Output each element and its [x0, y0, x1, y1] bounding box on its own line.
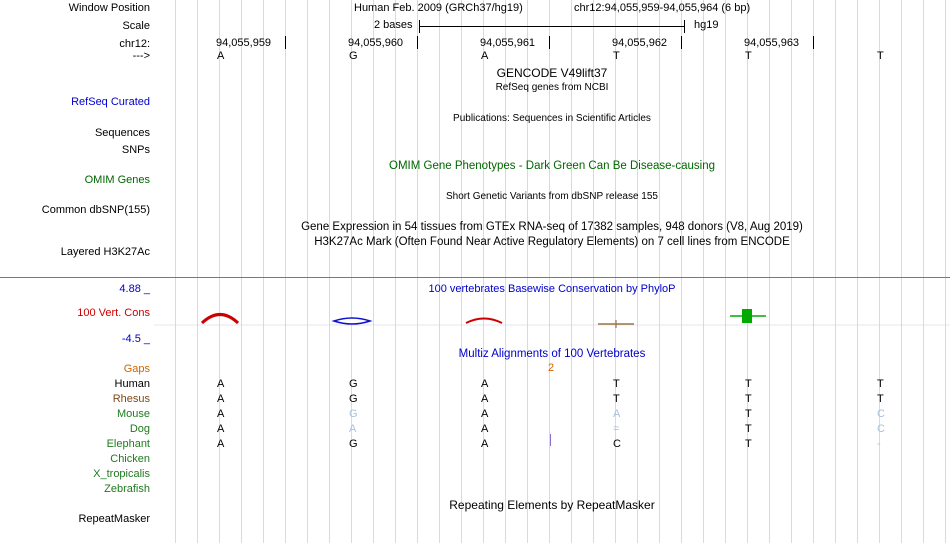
align-base: -	[877, 438, 881, 450]
ruler-tick-mark	[549, 36, 550, 49]
strand-base: T	[877, 50, 884, 62]
align-base: T	[745, 408, 752, 420]
align-base: T	[745, 423, 752, 435]
scale-bar-tick-left	[419, 20, 420, 33]
label-refseq-curated[interactable]: RefSeq Curated	[71, 96, 150, 108]
refseq-track-subtitle[interactable]: RefSeq genes from NCBI	[495, 82, 609, 93]
align-base: A	[481, 408, 489, 420]
align-base: T	[877, 393, 884, 405]
ruler-tick-label: 94,055,959	[216, 37, 272, 49]
align-base: G	[349, 393, 358, 405]
multiz-track-title[interactable]: Multiz Alignments of 100 Vertebrates	[458, 348, 646, 360]
ruler-tick-mark	[417, 36, 418, 49]
ruler-tick-mark	[681, 36, 682, 49]
align-base: T	[613, 393, 620, 405]
label-repeatmasker[interactable]: RepeatMasker	[78, 513, 150, 525]
strand-base: A	[481, 50, 489, 62]
align-base: A	[217, 378, 225, 390]
align-base: T	[745, 438, 752, 450]
align-base: T	[877, 378, 884, 390]
insert-marker	[550, 434, 551, 446]
scale-bar-tick-right	[684, 20, 685, 33]
strand-base: G	[349, 50, 358, 62]
omim-track-title[interactable]: OMIM Gene Phenotypes - Dark Green Can Be Disease-causing	[389, 160, 715, 172]
label-species-elephant[interactable]: Elephant	[106, 438, 150, 450]
strand-base: T	[745, 50, 752, 62]
label-common-dbsnp[interactable]: Common dbSNP(155)	[41, 204, 150, 216]
ruler-tick-label: 94,055,960	[348, 37, 404, 49]
label-cons-max: 4.88 _	[119, 283, 150, 295]
label-species-chicken[interactable]: Chicken	[110, 453, 150, 465]
track-label-column	[0, 0, 154, 543]
label-gaps[interactable]: Gaps	[123, 363, 150, 375]
label-snps[interactable]: SNPs	[121, 144, 150, 156]
scale-bar-line	[419, 26, 684, 27]
repeatmasker-track-title[interactable]: Repeating Elements by RepeatMasker	[449, 498, 655, 512]
strand-base: T	[613, 50, 620, 62]
label-species-rhesus[interactable]: Rhesus	[112, 393, 150, 405]
label-omim-genes[interactable]: OMIM Genes	[84, 174, 150, 186]
ruler-tick-mark	[813, 36, 814, 49]
label-species-zebrafish[interactable]: Zebrafish	[104, 483, 150, 495]
strand-base: A	[217, 50, 225, 62]
label-strand-arrow: --->	[132, 50, 150, 62]
align-base: A	[481, 378, 489, 390]
align-base: A	[349, 423, 357, 435]
align-base: A	[481, 393, 489, 405]
track-divider	[0, 277, 950, 278]
align-base: A	[481, 423, 489, 435]
label-species-xtropicalis[interactable]: X_tropicalis	[93, 468, 150, 480]
label-species-mouse[interactable]: Mouse	[116, 408, 150, 420]
label-species-dog[interactable]: Dog	[129, 423, 150, 435]
align-base: T	[613, 378, 620, 390]
assembly-label: Human Feb. 2009 (GRCh37/hg19)	[354, 2, 523, 14]
label-window-position: Window Position	[68, 2, 150, 14]
gtex-track-title[interactable]: Gene Expression in 54 tissues from GTEx RNA-seq of 17382 samples, 948 donors (V8, Aug 2019)	[301, 221, 803, 233]
label-sequences[interactable]: Sequences	[94, 127, 150, 139]
ruler-tick-label: 94,055,963	[744, 37, 800, 49]
align-base: A	[481, 438, 489, 450]
conservation-track-title[interactable]: 100 vertebrates Basewise Conservation by PhyloP	[428, 283, 676, 295]
ruler-tick-mark	[285, 36, 286, 49]
align-base: A	[217, 438, 225, 450]
label-cons-track[interactable]: 100 Vert. Cons	[77, 307, 150, 319]
label-cons-min: -4.5 _	[121, 333, 150, 345]
label-species-human[interactable]: Human	[114, 378, 150, 390]
align-base: G	[349, 408, 358, 420]
align-base: A	[613, 408, 621, 420]
ruler-tick-label: 94,055,961	[480, 37, 536, 49]
position-label: chr12:94,055,959-94,055,964 (6 bp)	[574, 2, 751, 14]
align-base: T	[745, 393, 752, 405]
track-image-area[interactable]	[154, 0, 950, 543]
align-base: G	[349, 438, 358, 450]
align-base: G	[349, 378, 358, 390]
gaps-marker: 2	[548, 362, 555, 374]
conservation-plot	[154, 295, 950, 355]
label-scale: Scale	[122, 20, 150, 32]
align-base: =	[613, 423, 620, 435]
scale-bar-label: 2 bases	[374, 19, 413, 31]
publications-track-title[interactable]: Publications: Sequences in Scientific Articles	[453, 113, 651, 124]
ruler-tick-label: 94,055,962	[612, 37, 668, 49]
align-base: C	[877, 423, 885, 435]
label-layered-h3k27ac[interactable]: Layered H3K27Ac	[60, 246, 150, 258]
label-chrom: chr12:	[119, 38, 150, 50]
align-base: C	[613, 438, 621, 450]
align-base: A	[217, 408, 225, 420]
dbsnp-track-title[interactable]: Short Genetic Variants from dbSNP release 155	[446, 191, 658, 202]
h3k27ac-track-title[interactable]: H3K27Ac Mark (Often Found Near Active Regulatory Elements) on 7 cell lines from ENCODE	[314, 236, 790, 248]
assembly-short-label: hg19	[694, 19, 719, 31]
align-base: C	[877, 408, 885, 420]
align-base: T	[745, 378, 752, 390]
align-base: A	[217, 423, 225, 435]
gencode-track-title[interactable]: GENCODE V49lift37	[496, 66, 608, 80]
align-base: A	[217, 393, 225, 405]
